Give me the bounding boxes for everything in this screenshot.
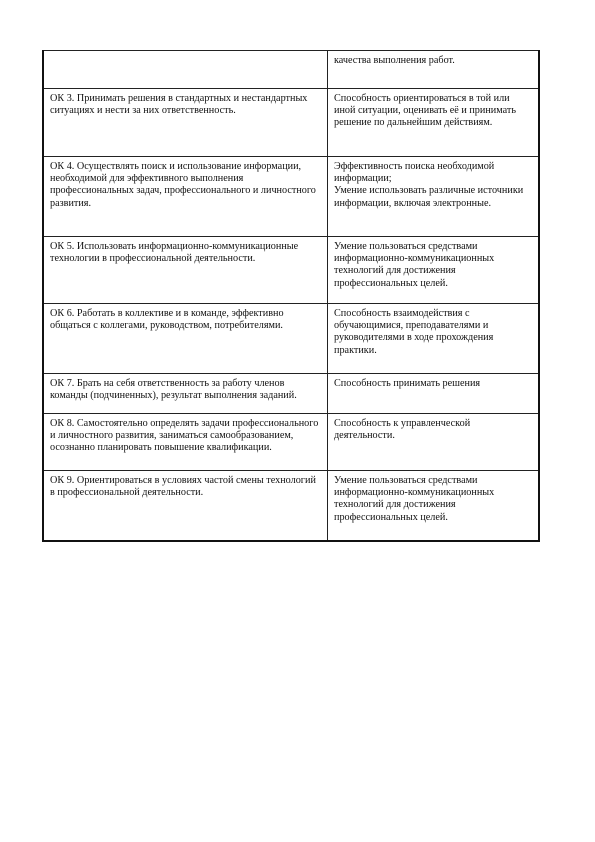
indicator-line: Умение использовать различные источники информации, включая электронные.	[334, 185, 524, 209]
competency-cell: ОК 5. Использовать информационно-коммуникационные технологии в профессиональной деятельности.	[43, 237, 328, 304]
indicator-cell: Умение пользоваться средствами информационно-коммуникационных технологий для достижения профессиональных целей.	[328, 237, 540, 304]
indicator-cell: качества выполнения работ.	[328, 51, 540, 89]
indicator-line: Эффективность поиска необходимой информации;	[334, 161, 495, 185]
table-row	[43, 157, 539, 237]
competency-cell: ОК 4. Осуществлять поиск и использование информации, необходимой для эффективного выполнения профессиональных задач, профессионального и личностного развития.	[43, 157, 328, 237]
competency-cell: ОК 7. Брать на себя ответственность за работу членов команды (подчиненных), результат выполнения заданий.	[43, 374, 328, 414]
table-row	[43, 471, 539, 541]
indicator-cell: Способность ориентироваться в той или иной ситуации, оценивать её и принимать решение по дальнейшим действиям.	[328, 89, 540, 157]
indicator-cell	[328, 157, 540, 237]
competency-cell: ОК 8. Самостоятельно определять задачи профессионального и личностного развития, заниматься самообразованием, осознанно планировать повышение квалификации.	[43, 414, 328, 471]
indicator-cell: Способность принимать решения	[328, 374, 540, 414]
table-row	[43, 304, 539, 374]
indicator-cell: Способность взаимодействия с обучающимися, преподавателями и руководителями в ходе прохождения практики.	[328, 304, 540, 374]
competency-cell: ОК 6. Работать в коллективе и в команде, эффективно общаться с коллегами, руководством, потребителями.	[43, 304, 328, 374]
indicator-cell: Способность к управленческой деятельности.	[328, 414, 540, 471]
table-row	[43, 414, 539, 471]
competency-cell	[43, 51, 328, 89]
table-row	[43, 89, 539, 157]
competency-table	[42, 50, 540, 542]
competency-cell: ОК 9. Ориентироваться в условиях частой смены технологий в профессиональной деятельности.	[43, 471, 328, 541]
table-row	[43, 51, 539, 89]
indicator-cell: Умение пользоваться средствами информационно-коммуникационных технологий для достижения профессиональных целей.	[328, 471, 540, 541]
competency-cell: ОК 3. Принимать решения в стандартных и нестандартных ситуациях и нести за них ответственность.	[43, 89, 328, 157]
table-row	[43, 374, 539, 414]
table-row	[43, 237, 539, 304]
